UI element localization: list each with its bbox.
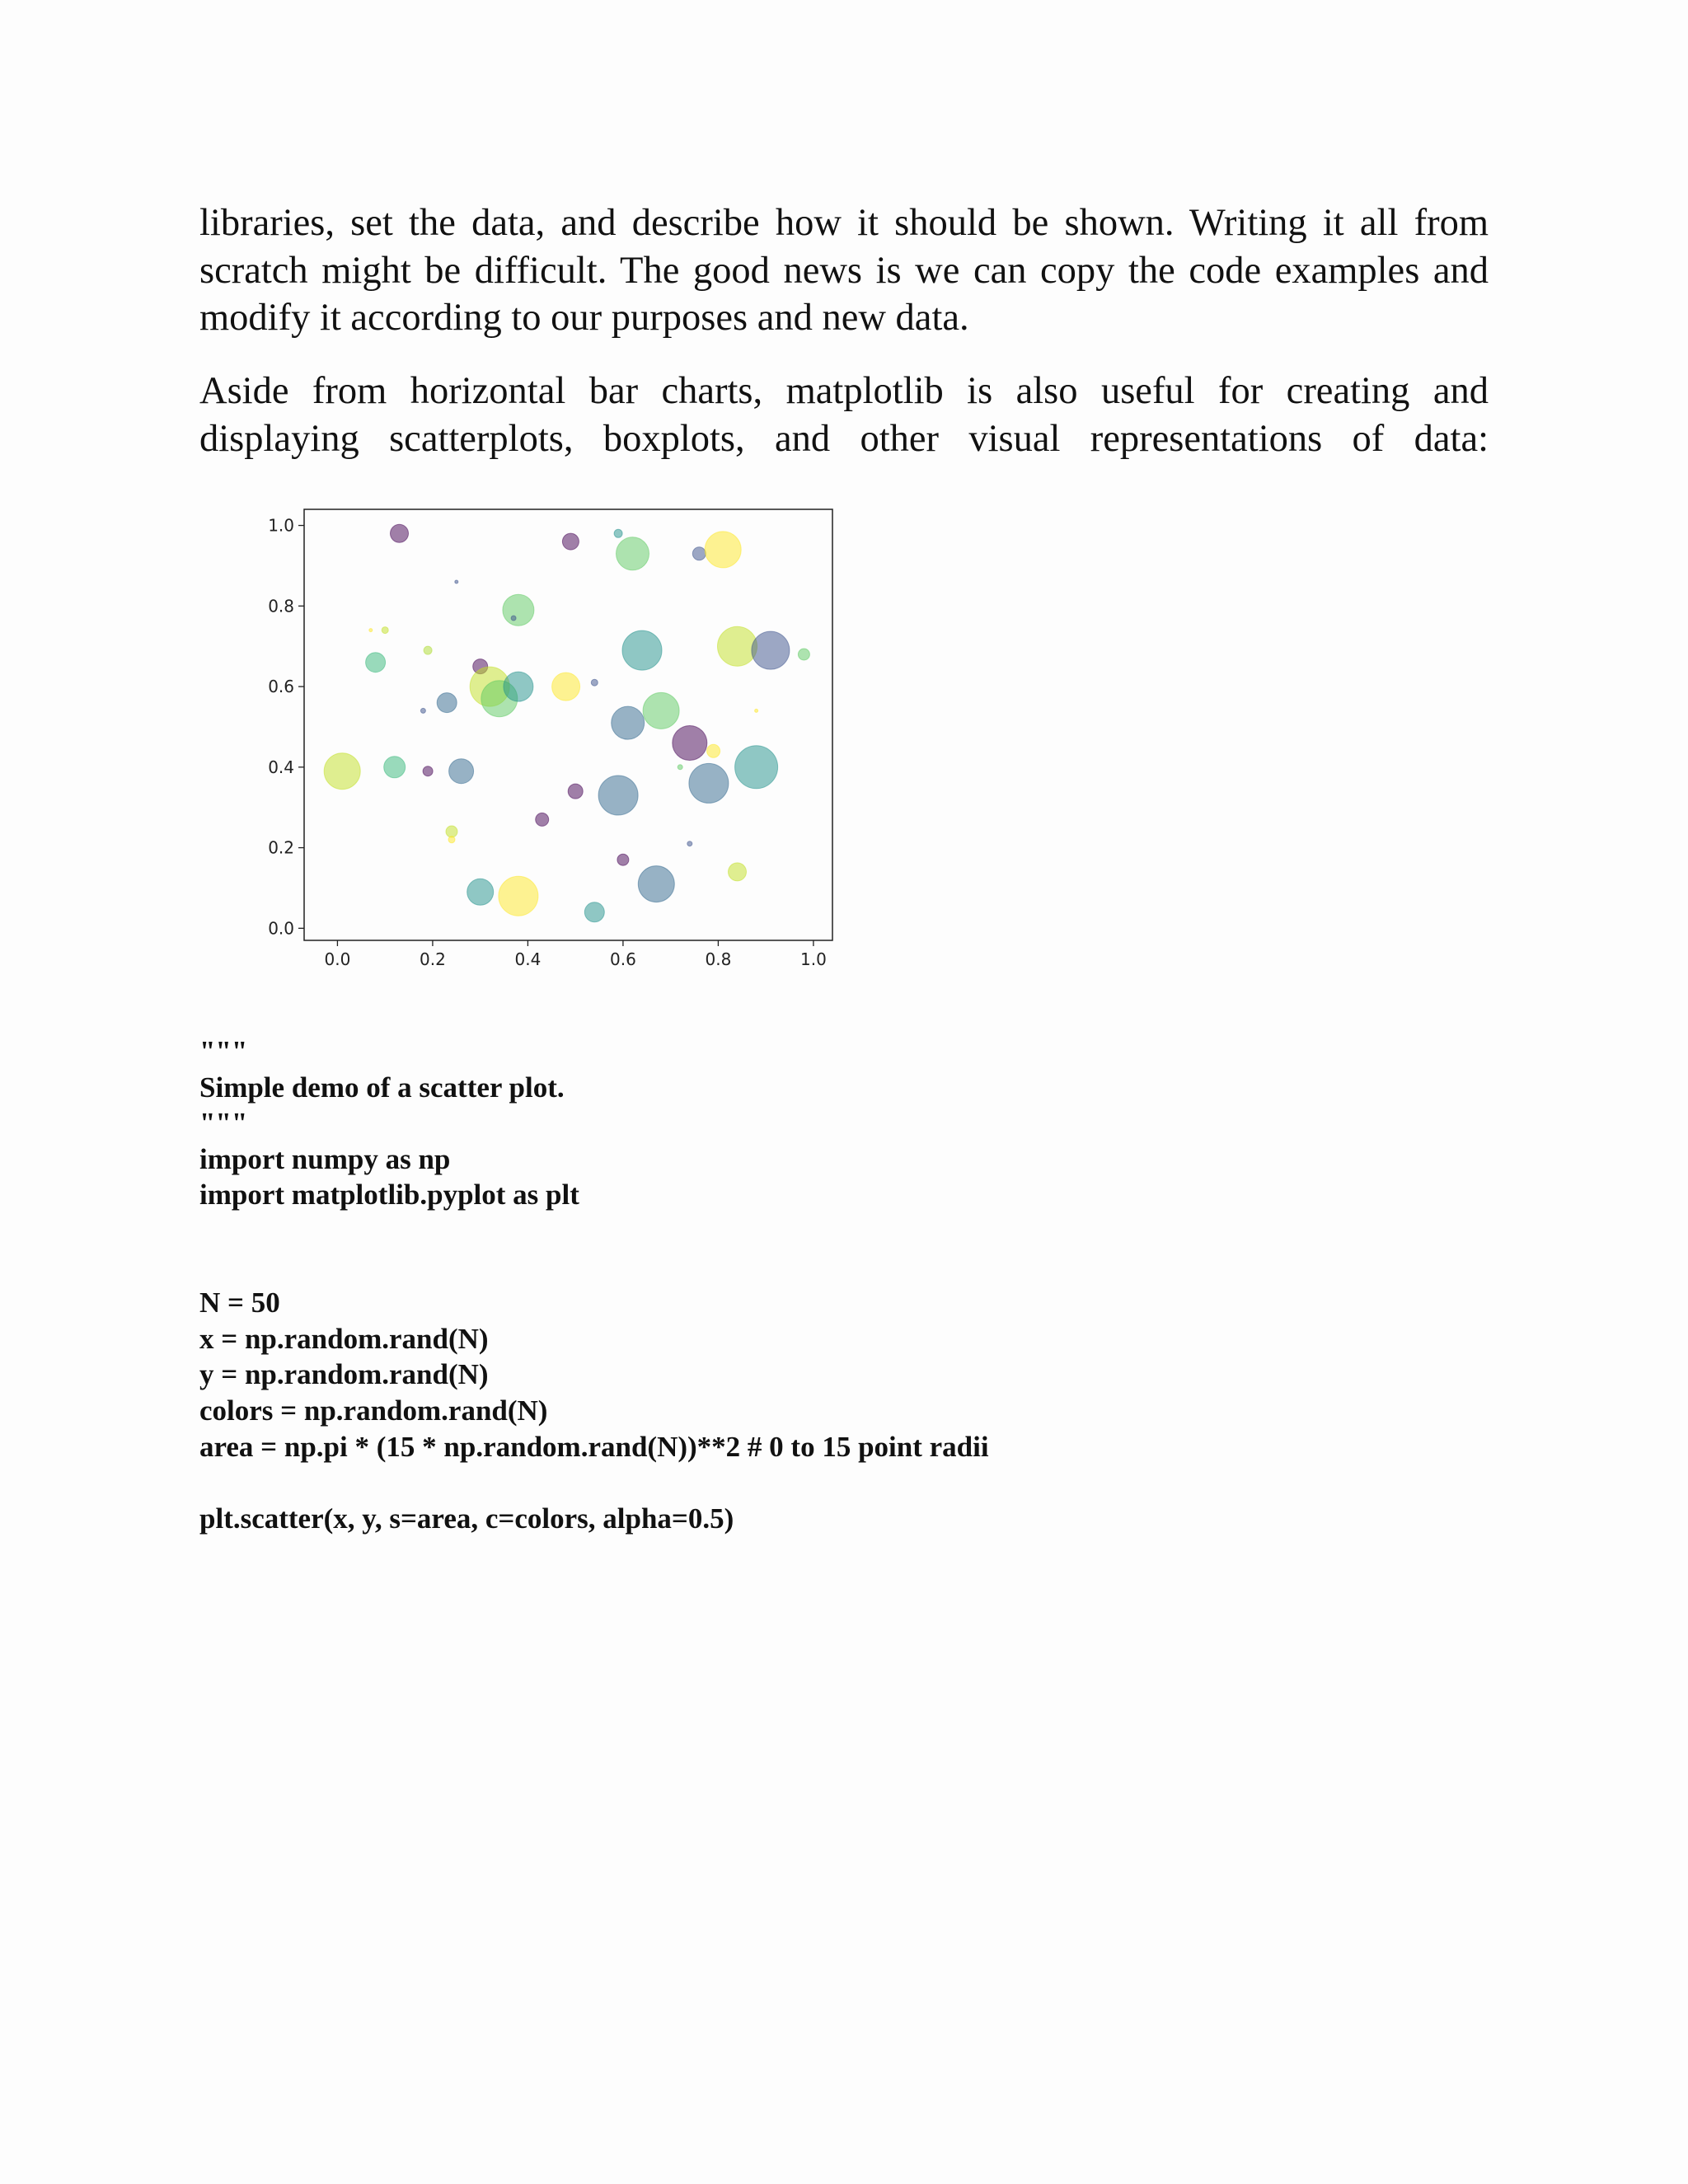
code-line: """ <box>199 1107 248 1140</box>
code-line: colors = np.random.rand(N) <box>199 1394 548 1427</box>
x-tick-label: 0.2 <box>420 949 446 969</box>
scatter-point <box>369 629 373 632</box>
scatter-point <box>735 746 778 789</box>
scatter-point <box>446 826 457 837</box>
scatter-point <box>449 759 474 784</box>
y-tick-label: 0.8 <box>268 596 294 616</box>
scatter-point <box>382 627 388 634</box>
scatter-point <box>437 693 457 713</box>
scatter-point <box>798 649 809 660</box>
x-tick-label: 0.4 <box>514 949 542 969</box>
scatter-chart <box>247 504 841 978</box>
scatter-point <box>591 679 598 686</box>
code-line: Simple demo of a scatter plot. <box>199 1071 565 1104</box>
scatter-point <box>420 708 425 713</box>
x-tick-label: 0.6 <box>610 949 636 969</box>
scatter-point <box>617 854 629 865</box>
scatter-point <box>617 537 649 570</box>
scatter-point <box>673 726 707 761</box>
scatter-point <box>391 524 409 542</box>
scatter-point <box>707 744 720 757</box>
scatter-point <box>598 776 638 815</box>
scatter-point <box>752 631 790 669</box>
scatter-point <box>511 616 516 621</box>
scatter-point <box>424 646 432 654</box>
y-tick-label: 1.0 <box>268 515 294 536</box>
scatter-point <box>718 626 757 666</box>
scatter-point <box>755 709 758 712</box>
body-paragraph-2: Aside from horizontal bar charts, matplotlib is also useful for creating and displaying scatterplots, boxplots, and other visual representations of data: <box>199 370 1489 460</box>
code-line: x = np.random.rand(N) <box>199 1322 489 1355</box>
scatter-point <box>692 547 706 560</box>
scatter-point <box>499 876 538 916</box>
scatter-point <box>705 532 741 568</box>
scatter-point <box>643 692 679 729</box>
code-line: plt.scatter(x, y, s=area, c=colors, alpha=0.5) <box>199 1502 734 1535</box>
y-tick-label: 0.2 <box>268 837 294 858</box>
plot-frame <box>304 509 832 940</box>
scatter-point <box>467 879 494 905</box>
scatter-point <box>568 784 583 799</box>
scatter-point <box>584 902 604 922</box>
code-line: """ <box>199 1035 248 1067</box>
scatter-point <box>614 529 622 537</box>
y-tick-label: 0.6 <box>268 677 294 697</box>
scatter-plot-figure <box>247 504 841 978</box>
scatter-point <box>689 763 729 803</box>
scatter-point <box>622 630 662 670</box>
scatter-point <box>366 653 386 673</box>
scatter-point <box>423 766 433 776</box>
body-paragraph-1: libraries, set the data, and describe how it should be shown. Writing it all from scratch might be difficult. The good news is we can copy the code examples and modify it according to our purposes and new data. <box>199 202 1489 339</box>
scatter-point <box>448 837 455 843</box>
code-line: N = 50 <box>199 1286 280 1319</box>
code-line: import matplotlib.pyplot as plt <box>199 1179 579 1212</box>
scatter-point <box>678 765 682 770</box>
y-tick-label: 0.0 <box>268 918 294 939</box>
x-tick-label: 0.0 <box>324 949 351 969</box>
x-tick-label: 1.0 <box>799 949 827 969</box>
scatter-point <box>638 866 674 902</box>
code-line: import numpy as np <box>199 1142 451 1175</box>
scatter-point <box>562 533 579 550</box>
scatter-point <box>552 673 580 701</box>
scatter-point <box>504 672 533 701</box>
scatter-point <box>729 863 747 881</box>
scatter-point <box>503 594 534 626</box>
code-line: area = np.pi * (15 * np.random.rand(N))**2 # 0 to 15 point radii <box>199 1430 989 1463</box>
scatter-point <box>687 841 692 846</box>
scatter-point <box>324 753 360 790</box>
x-tick-label: 0.8 <box>705 949 732 969</box>
y-tick-label: 0.4 <box>268 757 294 777</box>
scatter-point <box>612 706 645 739</box>
scatter-point <box>455 580 458 583</box>
code-line: y = np.random.rand(N) <box>199 1358 489 1391</box>
scatter-point <box>536 813 549 826</box>
scatter-point <box>384 757 406 778</box>
